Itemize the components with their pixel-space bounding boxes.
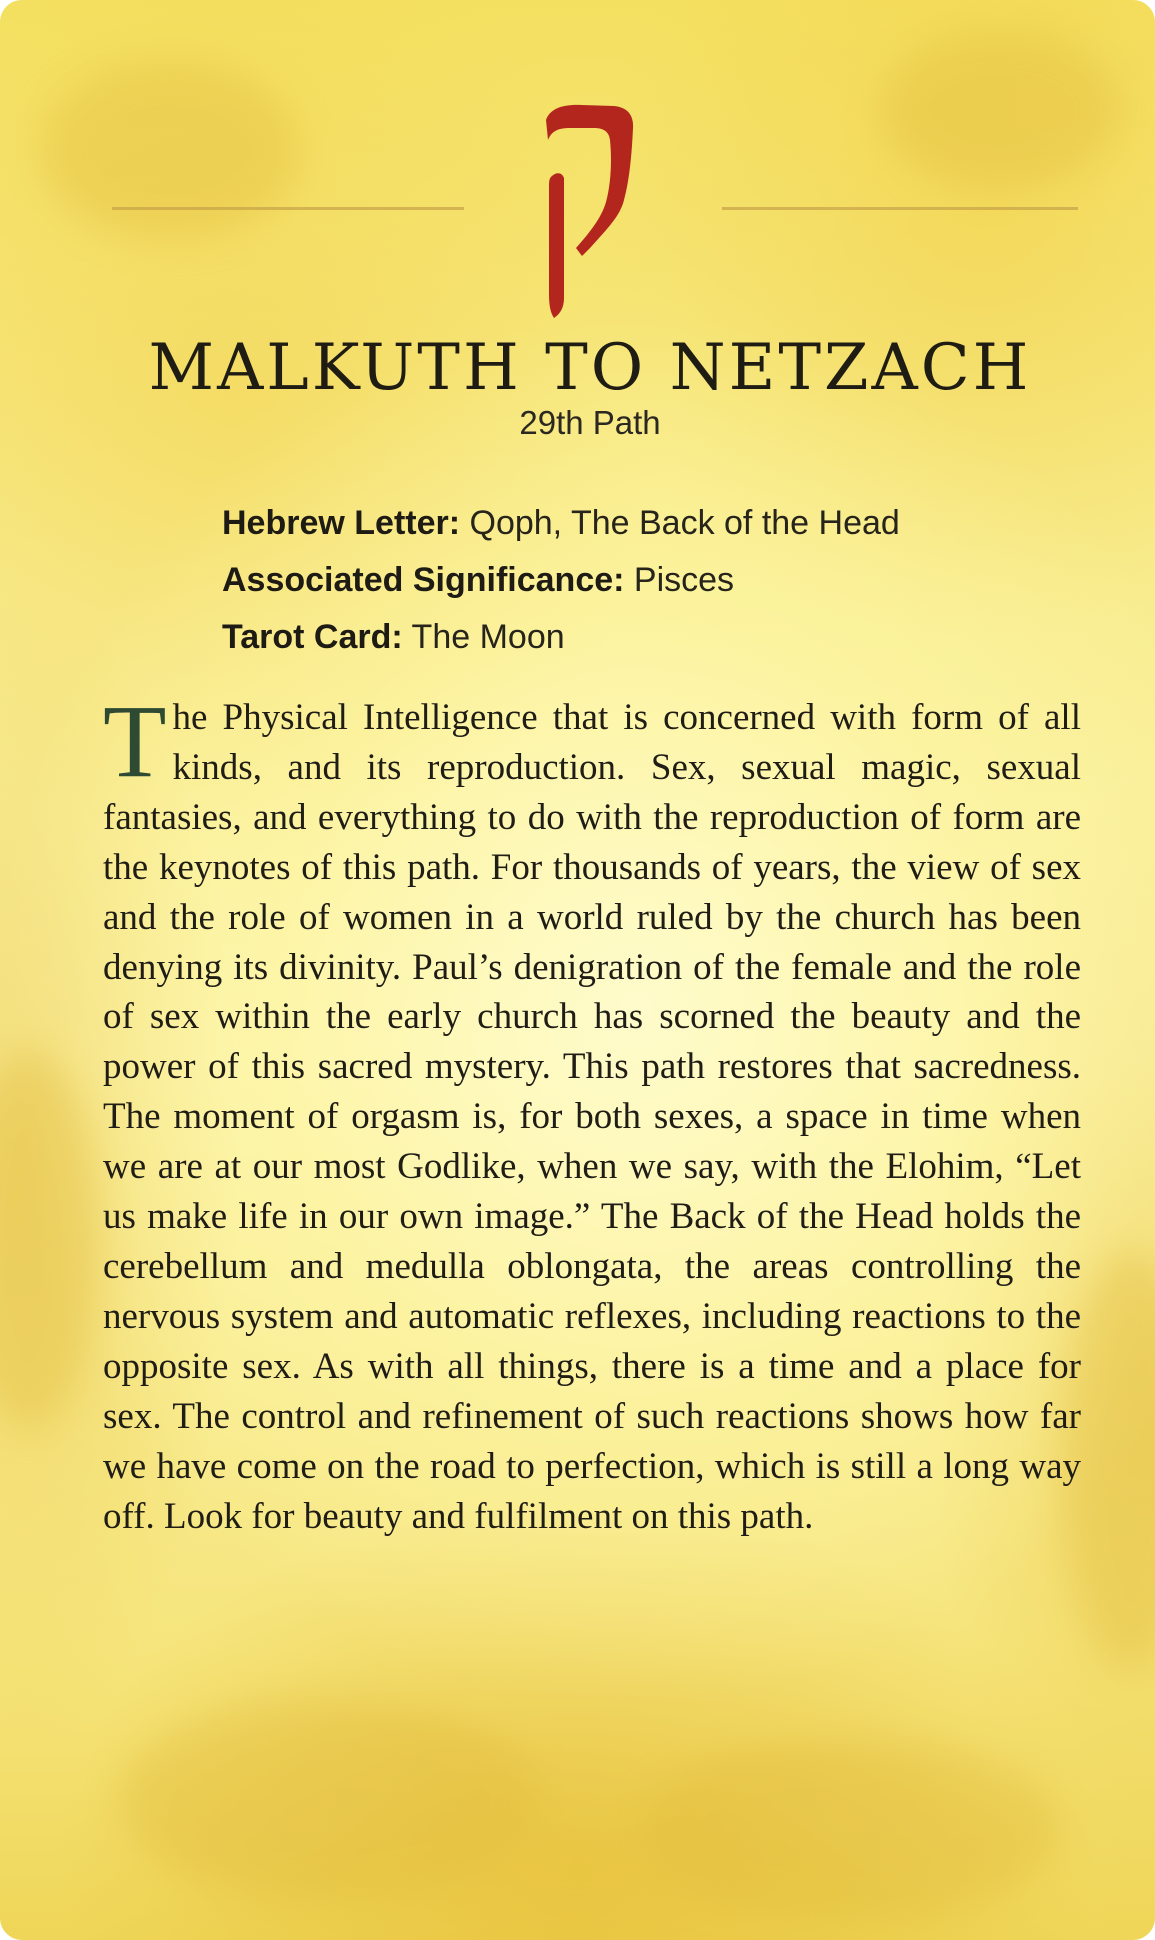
body-text: he Physical Intelligence that is concerned with form of all kinds, and its reproduction. Sex, sexual magic, sexual fantasies, and everything to do with the reproduction of form are the keynotes of this path. For thousands of years, the view of sex and the role of women in a world ruled by the church has been denying its divinity. Paul’s denigration of the female and the role of sex within the early church has scorned the beauty and the power of this sacred mystery. This path restores that sacredness. The moment of orgasm is, for both sexes, a space in time when we are at our most Godlike, when we say, with the Elohim, “Let us make life in our own image.” The Back of the Head holds the cerebellum and medulla oblongata, the areas controlling the nervous system and automatic reflexes, including reactions to the opposite sex. As with all things, there is a time and a place for sex. The control and refinement of such reactions shows how far we have come on the road to perfection, which is still a long way off. Look for beauty and fulfilment on this path. (103, 697, 1081, 1537)
fact-label: Tarot Card: (222, 618, 403, 656)
qoph-letter-icon (526, 98, 646, 318)
card-title: MALKUTH TO NETZACH (148, 331, 1032, 405)
decorative-rule-left (112, 207, 464, 210)
drop-cap: T (103, 684, 167, 799)
texture-blot (40, 60, 300, 240)
texture-blot (880, 30, 1120, 190)
body-paragraph (103, 684, 1081, 1541)
texture-blot (0, 1050, 100, 1430)
fact-value: The Moon (402, 618, 565, 656)
decorative-rule-right (722, 207, 1078, 210)
fact-tarot-card (222, 609, 1102, 666)
fact-value: Pisces (624, 561, 735, 599)
fact-hebrew-letter (222, 495, 1102, 552)
fact-associated-significance (222, 552, 1102, 609)
fact-label: Associated Significance: (222, 561, 625, 599)
fact-label: Hebrew Letter: (222, 504, 461, 542)
texture-blot (640, 1740, 1060, 1920)
fact-value: Qoph, The Back of the Head (460, 504, 900, 542)
facts-list (222, 495, 1102, 666)
texture-blot (120, 1700, 540, 1900)
card-subtitle: 29th Path (519, 404, 661, 441)
